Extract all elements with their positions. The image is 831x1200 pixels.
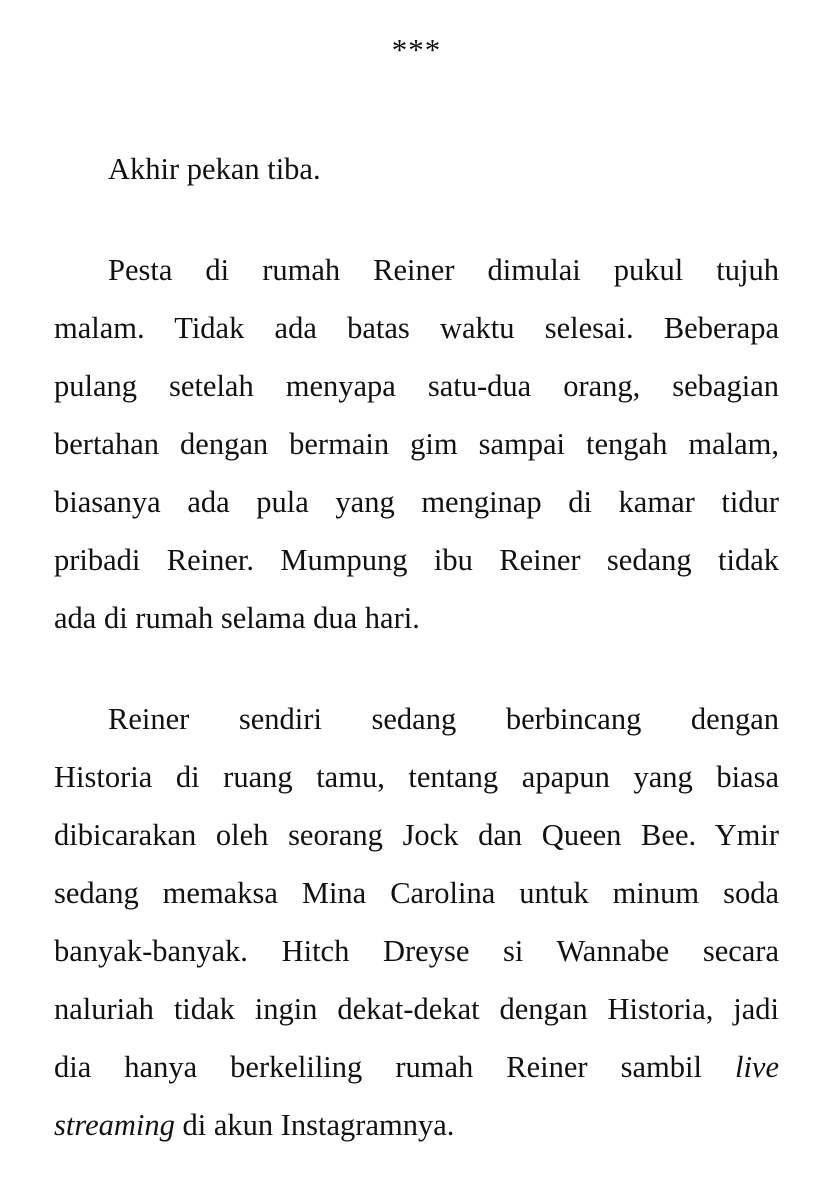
paragraph-line: banyak-banyak. Hitch Dreyse si Wannabe secara [54, 934, 779, 968]
paragraph-line: Akhir pekan tiba. [108, 152, 321, 186]
italic-word-streaming: streaming [54, 1108, 175, 1142]
paragraph-line: dibicarakan oleh seorang Jock dan Queen Bee. Ymir [54, 818, 779, 852]
italic-word-live: live [734, 1050, 780, 1084]
paragraph-line: pulang setelah menyapa satu-dua orang, sebagian [54, 369, 779, 403]
paragraph-line [54, 1038, 779, 1096]
paragraph-line: pribadi Reiner. Mumpung ibu Reiner sedang tidak [54, 543, 779, 577]
paragraph-line-text: dia hanya berkeliling rumah Reiner sambil [54, 1050, 702, 1084]
paragraph-2 [54, 241, 779, 647]
paragraph-line: biasanya ada pula yang menginap di kamar tidur [54, 485, 779, 519]
paragraph-line: sedang memaksa Mina Carolina untuk minum soda [54, 876, 779, 910]
paragraph-1 [54, 140, 779, 198]
paragraph-line: Reiner sendiri sedang berbincang dengan [108, 702, 779, 736]
paragraph-line: Historia di ruang tamu, tentang apapun yang biasa [54, 760, 779, 794]
paragraph-line: Pesta di rumah Reiner dimulai pukul tujuh [108, 253, 779, 287]
paragraph-line: naluriah tidak ingin dekat-dekat dengan Historia, jadi [54, 992, 779, 1026]
document-page [54, 24, 779, 1185]
paragraph-line: ada di rumah selama dua hari. [54, 601, 420, 635]
paragraph-line: malam. Tidak ada batas waktu selesai. Beberapa [54, 311, 779, 345]
paragraph-line [54, 1096, 779, 1154]
paragraph-line: bertahan dengan bermain gim sampai tengah malam, [54, 427, 779, 461]
scene-separator: *** [391, 32, 442, 67]
paragraph-line-text: di akun Instagramnya. [174, 1108, 455, 1142]
paragraph-3 [54, 690, 779, 1154]
